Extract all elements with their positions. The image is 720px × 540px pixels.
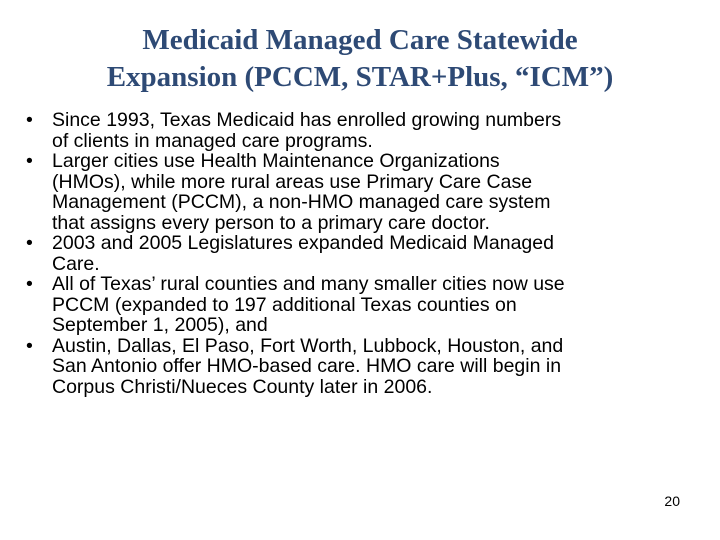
bullet-text-line: Corpus Christi/Nueces County later in 2006. — [52, 375, 433, 398]
bullet-marker: • — [26, 232, 33, 254]
bullet-item — [26, 336, 698, 398]
slide-title — [20, 22, 700, 96]
bullet-text-line: that assigns every person to a primary care doctor. — [52, 211, 490, 234]
bullet-item — [26, 110, 698, 151]
bullet-text-line: of clients in managed care programs. — [52, 129, 373, 152]
bullet-text-line: All of Texas’ rural counties and many smaller cities now use — [52, 273, 565, 295]
bullet-text-line: San Antonio offer HMO-based care. HMO care will begin in — [52, 355, 562, 377]
bullet-marker: • — [26, 150, 33, 172]
bullet-item — [26, 151, 698, 233]
bullet-text-line: Management (PCCM), a non-HMO managed care system — [52, 191, 551, 213]
bullet-marker: • — [26, 273, 33, 295]
bullet-list — [26, 110, 698, 397]
bullet-marker: • — [26, 109, 33, 131]
bullet-text-line: Since 1993, Texas Medicaid has enrolled growing numbers — [52, 109, 562, 131]
title-line-1: Medicaid Managed Care Statewide — [142, 24, 578, 56]
bullet-text-line: (HMOs), while more rural areas use Primary Care Case — [52, 170, 533, 193]
bullet-item — [26, 233, 698, 274]
bullet-marker: • — [26, 334, 33, 357]
title-line-2: Expansion (PCCM, STAR+Plus, “ICM”) — [106, 61, 614, 93]
bullet-text-line: 2003 and 2005 Legislatures expanded Medicaid Managed — [52, 232, 554, 254]
bullet-text-line: PCCM (expanded to 197 additional Texas counties on — [52, 293, 517, 316]
bullet-text-line: Austin, Dallas, El Paso, Fort Worth, Lubbock, Houston, and — [52, 334, 564, 357]
bullet-text-line: Larger cities use Health Maintenance Organizations — [52, 150, 500, 172]
bullet-item — [26, 274, 698, 336]
page-number: 20 — [664, 493, 680, 509]
bullet-text-line: Care. — [52, 252, 100, 275]
bullet-text-line: September 1, 2005), and — [52, 314, 268, 336]
